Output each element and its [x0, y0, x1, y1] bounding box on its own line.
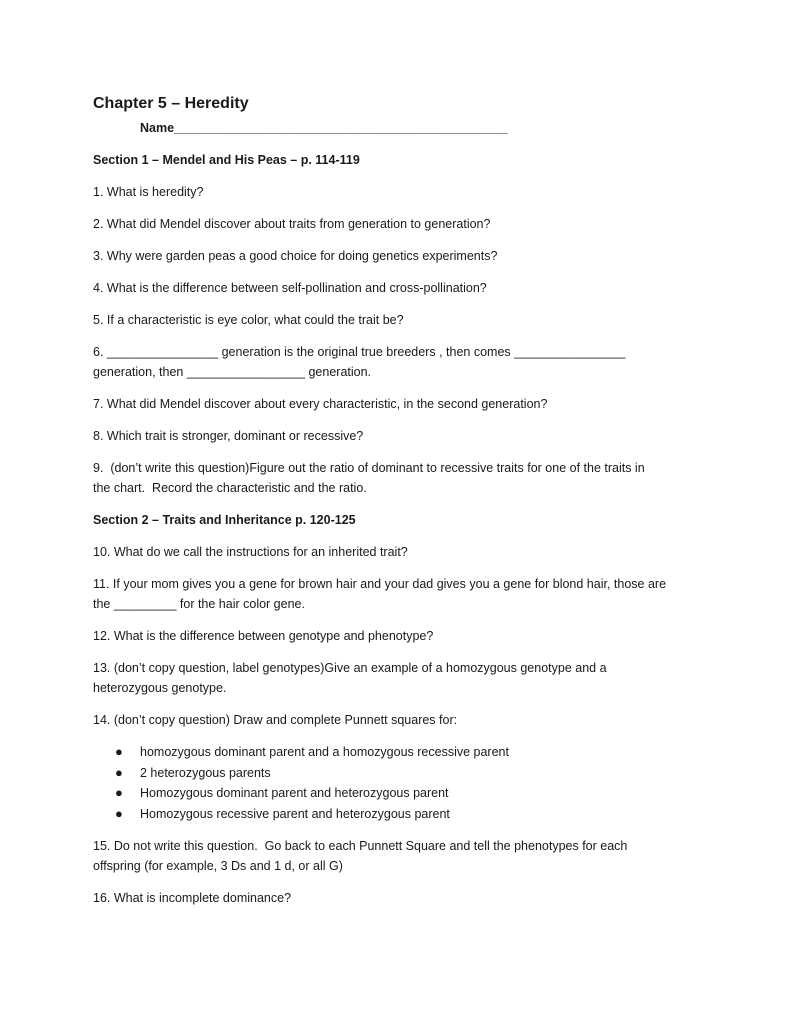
- punnett-square-list: [93, 742, 713, 824]
- question-5: 5. If a characteristic is eye color, what could the trait be?: [93, 313, 404, 327]
- question-14: 14. (don’t copy question) Draw and complete Punnett squares for:: [93, 713, 458, 727]
- question-1: 1. What is heredity?: [93, 185, 204, 199]
- list-item: [93, 742, 713, 763]
- question-15: 15. Do not write this question. Go back to each Punnett Square and tell the phenotypes for each offspring (for example, 3 Ds and 1 d, or all G): [93, 839, 628, 873]
- question-12: 12. What is the difference between genotype and phenotype?: [93, 629, 434, 643]
- page-title: Chapter 5 – Heredity: [93, 95, 249, 112]
- question-3: 3. Why were garden peas a good choice for doing genetics experiments?: [93, 249, 498, 263]
- question-10: 10. What do we call the instructions for an inherited trait?: [93, 545, 408, 559]
- bullet-icon: ●: [115, 805, 123, 821]
- question-9: 9. (don’t write this question)Figure out the ratio of dominant to recessive traits for one of the traits in the chart. Record the characteristic and the ratio.: [93, 461, 645, 495]
- section-2-heading: Section 2 – Traits and Inheritance p. 120-125: [93, 513, 356, 527]
- bullet-icon: ●: [115, 744, 123, 759]
- list-item-text: Homozygous recessive parent and heterozygous parent: [140, 806, 450, 821]
- list-item: [93, 783, 713, 804]
- question-8: 8. Which trait is stronger, dominant or recessive?: [93, 429, 364, 443]
- list-item-text: Homozygous dominant parent and heterozygous parent: [140, 786, 449, 800]
- question-13: 13. (don’t copy question, label genotypes)Give an example of a homozygous genotype and a heterozygous genotype.: [93, 661, 607, 695]
- worksheet-page: [93, 92, 713, 908]
- list-item: [93, 804, 713, 825]
- list-item: [93, 763, 713, 784]
- bullet-icon: ●: [115, 764, 123, 780]
- question-16: 16. What is incomplete dominance?: [93, 891, 292, 905]
- question-11: 11. If your mom gives you a gene for brown hair and your dad gives you a gene for blond hair, those are the _________ for the hair color gene.: [93, 577, 667, 611]
- question-7: 7. What did Mendel discover about every characteristic, in the second generation?: [93, 397, 548, 411]
- question-2: 2. What did Mendel discover about traits from generation to generation?: [93, 217, 491, 231]
- bullet-icon: ●: [115, 785, 123, 800]
- list-item-text: homozygous dominant parent and a homozygous recessive parent: [140, 745, 509, 759]
- name-field-line: Name________________________________________________: [140, 121, 508, 135]
- question-4: 4. What is the difference between self-pollination and cross-pollination?: [93, 281, 487, 295]
- section-1-heading: Section 1 – Mendel and His Peas – p. 114-119: [93, 153, 360, 167]
- list-item-text: 2 heterozygous parents: [140, 765, 271, 780]
- question-6: 6. ________________ generation is the original true breeders , then comes ________________ generation, then _________________ generation.: [93, 345, 626, 379]
